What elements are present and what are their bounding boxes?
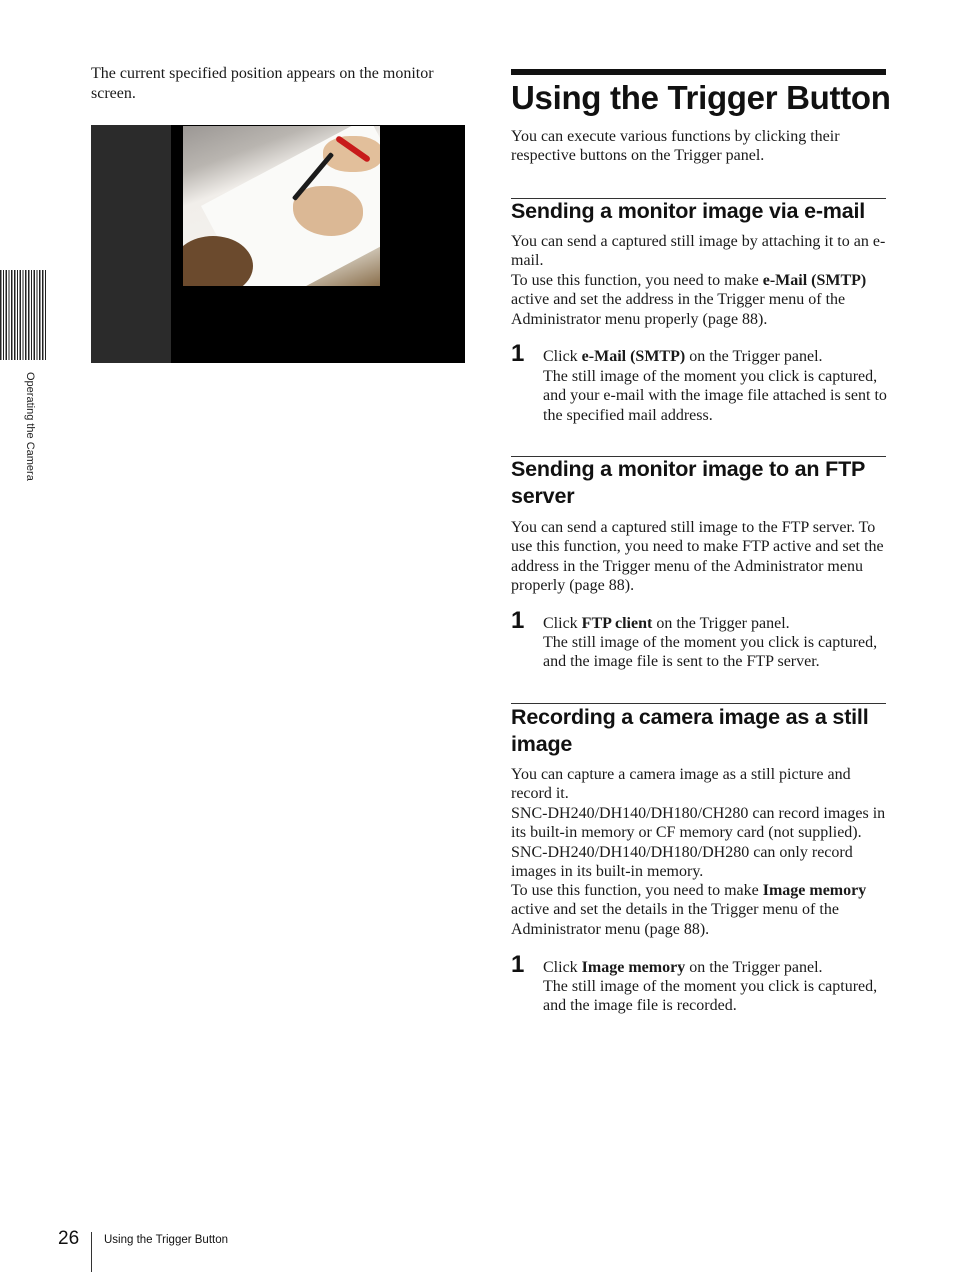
monitor-image (183, 126, 380, 286)
page-title: Using the Trigger Button (511, 79, 891, 116)
section-paragraph: You can send a captured still image by attaching it to an e-mail. (511, 233, 886, 270)
title-rule (511, 69, 886, 75)
step-detail: The still image of the moment you click is captured, and the image file is recorded. (543, 978, 878, 1015)
section-paragraph: SNC-DH240/DH140/DH180/CH280 can record images in its built-in memory or CF memory card (not supplied). SNC-DH240/DH140/DH180/DH280 can only record images in its built-in memory. (511, 805, 886, 881)
section-paragraph: You can send a captured still image to the FTP server. To use this function, you need to make FTP active and set the address in the Trigger menu of the Administrator menu properly (page 88). (511, 519, 884, 595)
intro-text: The current specified position appears on the monitor screen. (91, 65, 434, 102)
section-heading: Sending a monitor image to an FTP server (511, 457, 865, 508)
step-instruction: Click FTP client on the Trigger panel. (543, 615, 790, 632)
section-heading: Sending a monitor image via e-mail (511, 199, 866, 223)
panel-scrollbar[interactable] (91, 125, 171, 363)
step-instruction: Click e-Mail (SMTP) on the Trigger panel. (543, 348, 823, 365)
page-number: 26 (58, 1228, 80, 1249)
section-paragraph: To use this function, you need to make e-Mail (SMTP) active and set the address in the Trigger menu of the Administrator menu properly (page 88). (511, 272, 867, 328)
step-detail: The still image of the moment you click is captured, and the image file is sent to the FTP server. (543, 634, 878, 671)
step-number: 1 (511, 951, 525, 978)
section-paragraph: To use this function, you need to make Image memory active and set the details in the Trigger menu of the Administrator menu (page 88). (511, 882, 867, 938)
section-paragraph: You can capture a camera image as a still picture and record it. (511, 766, 851, 803)
chapter-tab-marker (0, 270, 47, 360)
title-intro: You can execute various functions by clicking their respective buttons on the Trigger panel. (511, 128, 840, 165)
footer-divider (91, 1232, 92, 1272)
footer-section-label: Using the Trigger Button (104, 1234, 229, 1246)
section-heading: Recording a camera image as a still image (511, 705, 869, 756)
step-number: 1 (511, 340, 525, 367)
chapter-tab-label: Operating the Camera (24, 372, 36, 481)
camera-viewer-screenshot (91, 125, 465, 363)
step-detail: The still image of the moment you click is captured, and your e-mail with the image file attached is sent to the specified mail address. (543, 368, 887, 424)
step-instruction: Click Image memory on the Trigger panel. (543, 959, 823, 976)
step-number: 1 (511, 607, 525, 634)
